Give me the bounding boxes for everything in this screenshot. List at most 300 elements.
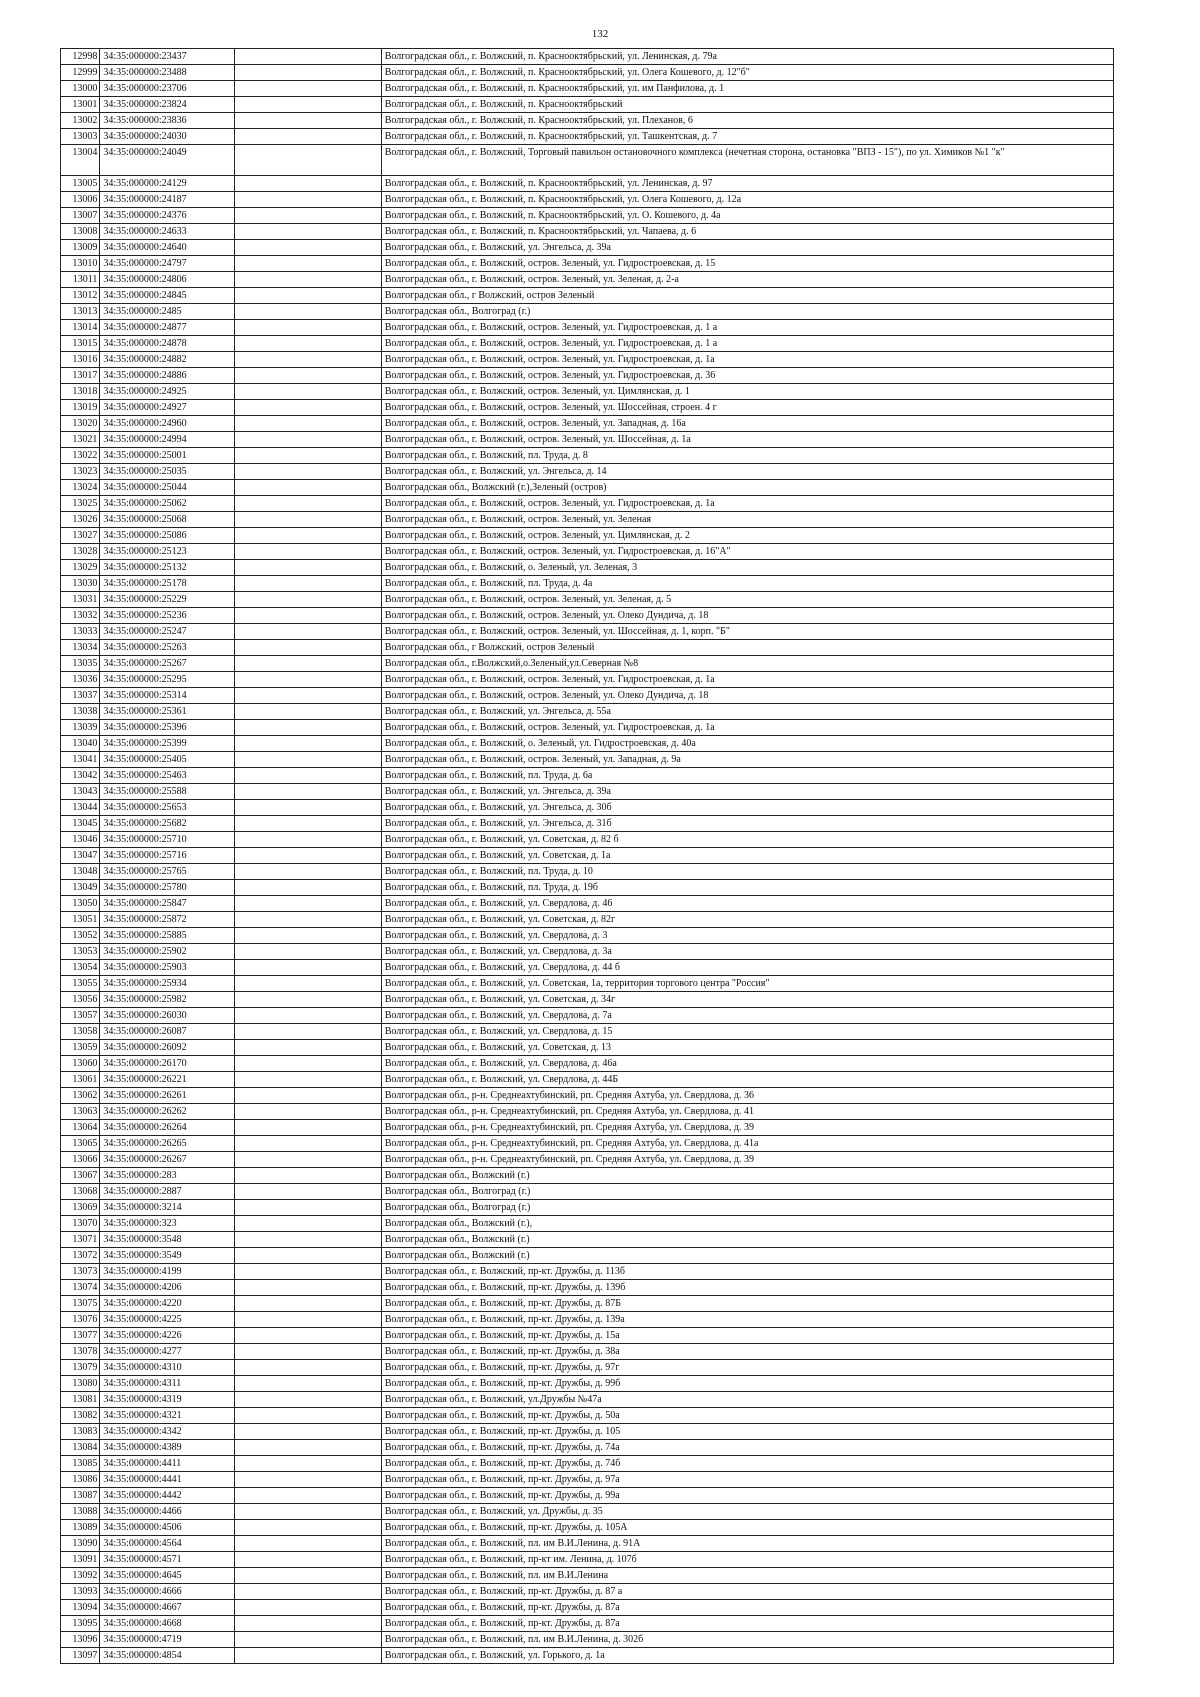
cadastral-number-cell: 34:35:000000:25123 <box>100 544 235 560</box>
table-row <box>61 320 1114 336</box>
cadastral-number-cell: 34:35:000000:24960 <box>100 416 235 432</box>
table-row <box>61 480 1114 496</box>
table-row <box>61 1264 1114 1280</box>
table-row <box>61 1600 1114 1616</box>
row-number-cell: 13003 <box>61 129 100 145</box>
empty-cell <box>235 368 381 384</box>
table-row <box>61 784 1114 800</box>
empty-cell <box>235 1584 381 1600</box>
empty-cell <box>235 129 381 145</box>
empty-cell <box>235 240 381 256</box>
empty-cell <box>235 1488 381 1504</box>
address-cell: Волгоградская обл., г. Волжский, остров. Зеленый, ул. Шоссейная, д. 1а <box>381 432 1113 448</box>
address-cell: Волгоградская обл., г. Волжский, пр-кт. Дружбы, д. 87 а <box>381 1584 1113 1600</box>
empty-cell <box>235 1008 381 1024</box>
table-row <box>61 960 1114 976</box>
table-row <box>61 304 1114 320</box>
empty-cell <box>235 928 381 944</box>
cadastral-number-cell: 34:35:000000:24376 <box>100 208 235 224</box>
empty-cell <box>235 208 381 224</box>
table-row <box>61 560 1114 576</box>
row-number-cell: 13048 <box>61 864 100 880</box>
cadastral-number-cell: 34:35:000000:4342 <box>100 1424 235 1440</box>
cadastral-number-cell: 34:35:000000:4506 <box>100 1520 235 1536</box>
cadastral-number-cell: 34:35:000000:25044 <box>100 480 235 496</box>
cadastral-number-cell: 34:35:000000:4389 <box>100 1440 235 1456</box>
cadastral-number-cell: 34:35:000000:25314 <box>100 688 235 704</box>
empty-cell <box>235 336 381 352</box>
table-row <box>61 272 1114 288</box>
row-number-cell: 13012 <box>61 288 100 304</box>
cadastral-number-cell: 34:35:000000:25396 <box>100 720 235 736</box>
cadastral-number-cell: 34:35:000000:3548 <box>100 1232 235 1248</box>
row-number-cell: 13016 <box>61 352 100 368</box>
empty-cell <box>235 192 381 208</box>
cadastral-number-cell: 34:35:000000:23836 <box>100 113 235 129</box>
row-number-cell: 12999 <box>61 65 100 81</box>
empty-cell <box>235 272 381 288</box>
empty-cell <box>235 896 381 912</box>
row-number-cell: 13043 <box>61 784 100 800</box>
row-number-cell: 13076 <box>61 1312 100 1328</box>
cadastral-number-cell: 34:35:000000:26265 <box>100 1136 235 1152</box>
address-cell: Волгоградская обл., р-н. Среднеахтубинский, рп. Средняя Ахтуба, ул. Свердлова, д. 39 <box>381 1152 1113 1168</box>
row-number-cell: 13037 <box>61 688 100 704</box>
empty-cell <box>235 464 381 480</box>
address-cell: Волгоградская обл., г. Волжский, ул. Свердлова, д. 44 б <box>381 960 1113 976</box>
row-number-cell: 13056 <box>61 992 100 1008</box>
cadastral-number-cell: 34:35:000000:24049 <box>100 145 235 176</box>
row-number-cell: 13009 <box>61 240 100 256</box>
cadastral-number-cell: 34:35:000000:25872 <box>100 912 235 928</box>
cadastral-number-cell: 34:35:000000:25710 <box>100 832 235 848</box>
cadastral-number-cell: 34:35:000000:24886 <box>100 368 235 384</box>
empty-cell <box>235 1536 381 1552</box>
empty-cell <box>235 576 381 592</box>
row-number-cell: 13054 <box>61 960 100 976</box>
row-number-cell: 13017 <box>61 368 100 384</box>
row-number-cell: 13022 <box>61 448 100 464</box>
table-row <box>61 1568 1114 1584</box>
row-number-cell: 13060 <box>61 1056 100 1072</box>
address-cell: Волгоградская обл., г. Волжский, п. Краснооктябрьский, ул. Олега Кошевого, д. 12а <box>381 192 1113 208</box>
table-row <box>61 1536 1114 1552</box>
address-cell: Волгоградская обл., г.Волжский,о.Зеленый,ул.Северная №8 <box>381 656 1113 672</box>
table-row <box>61 1216 1114 1232</box>
address-cell: Волгоградская обл., г. Волжский, пр-кт. Дружбы, д. 87а <box>381 1616 1113 1632</box>
address-cell: Волгоградская обл., р-н. Среднеахтубинский, рп. Средняя Ахтуба, ул. Свердлова, д. 41а <box>381 1136 1113 1152</box>
empty-cell <box>235 1056 381 1072</box>
empty-cell <box>235 65 381 81</box>
table-row <box>61 1280 1114 1296</box>
table-row <box>61 176 1114 192</box>
empty-cell <box>235 688 381 704</box>
empty-cell <box>235 592 381 608</box>
table-row <box>61 896 1114 912</box>
row-number-cell: 13024 <box>61 480 100 496</box>
empty-cell <box>235 480 381 496</box>
cadastral-number-cell: 34:35:000000:23706 <box>100 81 235 97</box>
empty-cell <box>235 1616 381 1632</box>
cadastral-number-cell: 34:35:000000:26092 <box>100 1040 235 1056</box>
address-cell: Волгоградская обл., г. Волжский, пр-кт. Дружбы, д. 74б <box>381 1456 1113 1472</box>
row-number-cell: 13020 <box>61 416 100 432</box>
table-row <box>61 65 1114 81</box>
address-cell: Волгоградская обл., г. Волжский, пр-кт. Дружбы, д. 139б <box>381 1280 1113 1296</box>
row-number-cell: 13075 <box>61 1296 100 1312</box>
cadastral-number-cell: 34:35:000000:24877 <box>100 320 235 336</box>
row-number-cell: 13055 <box>61 976 100 992</box>
cadastral-number-cell: 34:35:000000:25229 <box>100 592 235 608</box>
empty-cell <box>235 1424 381 1440</box>
address-cell: Волгоградская обл., г. Волжский, остров. Зеленый, ул. Зеленая <box>381 512 1113 528</box>
row-number-cell: 13008 <box>61 224 100 240</box>
cadastral-number-cell: 34:35:000000:25885 <box>100 928 235 944</box>
cadastral-number-cell: 34:35:000000:25295 <box>100 672 235 688</box>
address-cell: Волгоградская обл., р-н. Среднеахтубинский, рп. Средняя Ахтуба, ул. Свердлова, д. 41 <box>381 1104 1113 1120</box>
row-number-cell: 13065 <box>61 1136 100 1152</box>
table-row <box>61 752 1114 768</box>
cadastral-number-cell: 34:35:000000:25682 <box>100 816 235 832</box>
address-cell: Волгоградская обл., г. Волжский, пл. Труда, д. 4а <box>381 576 1113 592</box>
empty-cell <box>235 1264 381 1280</box>
table-row <box>61 1360 1114 1376</box>
address-cell: Волгоградская обл., Волжский (г.), <box>381 1216 1113 1232</box>
row-number-cell: 13063 <box>61 1104 100 1120</box>
empty-cell <box>235 1440 381 1456</box>
empty-cell <box>235 672 381 688</box>
table-row <box>61 224 1114 240</box>
cadastral-number-cell: 34:35:000000:2485 <box>100 304 235 320</box>
table-row <box>61 208 1114 224</box>
address-cell: Волгоградская обл., г. Волжский, о. Зеленый, ул. Гидростроевская, д. 40а <box>381 736 1113 752</box>
page-number: 132 <box>591 28 609 40</box>
empty-cell <box>235 97 381 113</box>
cadastral-number-cell: 34:35:000000:4321 <box>100 1408 235 1424</box>
empty-cell <box>235 528 381 544</box>
address-cell: Волгоградская обл., г. Волжский, ул. Свердлова, д. 15 <box>381 1024 1113 1040</box>
cadastral-number-cell: 34:35:000000:25132 <box>100 560 235 576</box>
table-row <box>61 464 1114 480</box>
cadastral-number-cell: 34:35:000000:24845 <box>100 288 235 304</box>
cadastral-number-cell: 34:35:000000:25780 <box>100 880 235 896</box>
cadastral-number-cell: 34:35:000000:4311 <box>100 1376 235 1392</box>
address-cell: Волгоградская обл., г. Волжский, пл. Труда, д. 8 <box>381 448 1113 464</box>
empty-cell <box>235 1216 381 1232</box>
empty-cell <box>235 224 381 240</box>
row-number-cell: 13074 <box>61 1280 100 1296</box>
row-number-cell: 13079 <box>61 1360 100 1376</box>
empty-cell <box>235 1152 381 1168</box>
empty-cell <box>235 656 381 672</box>
cadastral-number-cell: 34:35:000000:4667 <box>100 1600 235 1616</box>
cadastral-number-cell: 34:35:000000:26087 <box>100 1024 235 1040</box>
table-row <box>61 672 1114 688</box>
cadastral-number-cell: 34:35:000000:4319 <box>100 1392 235 1408</box>
table-row <box>61 1040 1114 1056</box>
empty-cell <box>235 912 381 928</box>
empty-cell <box>235 1136 381 1152</box>
address-cell: Волгоградская обл., г Волжский, остров Зеленый <box>381 640 1113 656</box>
address-cell: Волгоградская обл., г. Волжский, пр-кт. Дружбы, д. 97а <box>381 1472 1113 1488</box>
row-number-cell: 13072 <box>61 1248 100 1264</box>
cadastral-number-cell: 34:35:000000:25247 <box>100 624 235 640</box>
address-cell: Волгоградская обл., Волгоград (г.) <box>381 1200 1113 1216</box>
address-cell: Волгоградская обл., г. Волжский, остров. Зеленый, ул. Гидростроевская, д. 36 <box>381 368 1113 384</box>
cadastral-number-cell: 34:35:000000:25903 <box>100 960 235 976</box>
table-row <box>61 129 1114 145</box>
table-row <box>61 416 1114 432</box>
registry-rows <box>61 49 1114 1664</box>
address-cell: Волгоградская обл., г. Волжский, ул. Свердлова, д. 3 <box>381 928 1113 944</box>
table-row <box>61 1584 1114 1600</box>
address-cell: Волгоградская обл., г. Волжский, пр-кт. Дружбы, д. 97г <box>381 1360 1113 1376</box>
address-cell: Волгоградская обл., г. Волжский, п. Краснооктябрьский, ул. Чапаева, д. 6 <box>381 224 1113 240</box>
empty-cell <box>235 1632 381 1648</box>
empty-cell <box>235 49 381 65</box>
address-cell: Волгоградская обл., г. Волжский, пр-кт им. Ленина, д. 107б <box>381 1552 1113 1568</box>
empty-cell <box>235 1472 381 1488</box>
address-cell: Волгоградская обл., г. Волжский, ул. Советская, д. 82 б <box>381 832 1113 848</box>
row-number-cell: 13025 <box>61 496 100 512</box>
address-cell: Волгоградская обл., г. Волжский, остров. Зеленый, ул. Цимлянская, д. 1 <box>381 384 1113 400</box>
empty-cell <box>235 1168 381 1184</box>
address-cell: Волгоградская обл., г. Волжский, остров. Зеленый, ул. Гидростроевская, д. 16"А" <box>381 544 1113 560</box>
row-number-cell: 13082 <box>61 1408 100 1424</box>
table-row <box>61 192 1114 208</box>
row-number-cell: 12998 <box>61 49 100 65</box>
cadastral-number-cell: 34:35:000000:25399 <box>100 736 235 752</box>
cadastral-number-cell: 34:35:000000:3549 <box>100 1248 235 1264</box>
address-cell: Волгоградская обл., г. Волжский, ул. Энгельса, д. 31б <box>381 816 1113 832</box>
row-number-cell: 13096 <box>61 1632 100 1648</box>
row-number-cell: 13050 <box>61 896 100 912</box>
empty-cell <box>235 1568 381 1584</box>
row-number-cell: 13092 <box>61 1568 100 1584</box>
empty-cell <box>235 448 381 464</box>
row-number-cell: 13069 <box>61 1200 100 1216</box>
cadastral-number-cell: 34:35:000000:4411 <box>100 1456 235 1472</box>
empty-cell <box>235 352 381 368</box>
row-number-cell: 13028 <box>61 544 100 560</box>
row-number-cell: 13059 <box>61 1040 100 1056</box>
table-row <box>61 880 1114 896</box>
address-cell: Волгоградская обл., г. Волжский, пр-кт. Дружбы, д. 74а <box>381 1440 1113 1456</box>
table-row <box>61 848 1114 864</box>
cadastral-number-cell: 34:35:000000:3214 <box>100 1200 235 1216</box>
address-cell: Волгоградская обл., г. Волжский, ул. Советская, д. 13 <box>381 1040 1113 1056</box>
cadastral-number-cell: 34:35:000000:24187 <box>100 192 235 208</box>
empty-cell <box>235 864 381 880</box>
row-number-cell: 13093 <box>61 1584 100 1600</box>
row-number-cell: 13053 <box>61 944 100 960</box>
address-cell: Волгоградская обл., г. Волжский, ул.Дружбы №47а <box>381 1392 1113 1408</box>
table-row <box>61 992 1114 1008</box>
row-number-cell: 13085 <box>61 1456 100 1472</box>
registry-table <box>60 48 1114 1664</box>
table-row <box>61 688 1114 704</box>
table-row <box>61 1152 1114 1168</box>
empty-cell <box>235 1072 381 1088</box>
cadastral-number-cell: 34:35:000000:23488 <box>100 65 235 81</box>
row-number-cell: 13006 <box>61 192 100 208</box>
cadastral-number-cell: 34:35:000000:4645 <box>100 1568 235 1584</box>
address-cell: Волгоградская обл., г. Волжский, остров. Зеленый, ул. Зеленая, д. 5 <box>381 592 1113 608</box>
cadastral-number-cell: 34:35:000000:25267 <box>100 656 235 672</box>
row-number-cell: 13046 <box>61 832 100 848</box>
table-row <box>61 1024 1114 1040</box>
table-row <box>61 1648 1114 1664</box>
cadastral-number-cell: 34:35:000000:25263 <box>100 640 235 656</box>
table-row <box>61 1488 1114 1504</box>
cadastral-number-cell: 34:35:000000:25236 <box>100 608 235 624</box>
cadastral-number-cell: 34:35:000000:25405 <box>100 752 235 768</box>
cadastral-number-cell: 34:35:000000:24882 <box>100 352 235 368</box>
row-number-cell: 13035 <box>61 656 100 672</box>
address-cell: Волгоградская обл., г. Волжский, ул. Свердлова, д. 46а <box>381 1056 1113 1072</box>
row-number-cell: 13032 <box>61 608 100 624</box>
row-number-cell: 13007 <box>61 208 100 224</box>
empty-cell <box>235 113 381 129</box>
table-row <box>61 1440 1114 1456</box>
empty-cell <box>235 320 381 336</box>
address-cell: Волгоградская обл., г. Волжский, ул. Советская, д. 82г <box>381 912 1113 928</box>
address-cell: Волгоградская обл., г. Волжский, ул. Энгельса, д. 30б <box>381 800 1113 816</box>
address-cell: Волгоградская обл., г. Волжский, остров. Зеленый, ул. Гидростроевская, д. 15 <box>381 256 1113 272</box>
cadastral-number-cell: 34:35:000000:26267 <box>100 1152 235 1168</box>
cadastral-number-cell: 34:35:000000:4206 <box>100 1280 235 1296</box>
address-cell: Волгоградская обл., г. Волжский, пл. им В.И.Ленина, д. 302б <box>381 1632 1113 1648</box>
address-cell: Волгоградская обл., г. Волжский, остров. Зеленый, ул. Западная, д. 9а <box>381 752 1113 768</box>
empty-cell <box>235 1504 381 1520</box>
table-row <box>61 768 1114 784</box>
table-row <box>61 1520 1114 1536</box>
cadastral-number-cell: 34:35:000000:25653 <box>100 800 235 816</box>
row-number-cell: 13023 <box>61 464 100 480</box>
row-number-cell: 13021 <box>61 432 100 448</box>
cadastral-number-cell: 34:35:000000:23824 <box>100 97 235 113</box>
table-row <box>61 864 1114 880</box>
table-row <box>61 576 1114 592</box>
row-number-cell: 13062 <box>61 1088 100 1104</box>
cadastral-number-cell: 34:35:000000:323 <box>100 1216 235 1232</box>
address-cell: Волгоградская обл., г. Волжский, остров. Зеленый, ул. Гидростроевская, д. 1а <box>381 352 1113 368</box>
address-cell: Волгоградская обл., г. Волжский, остров. Зеленый, ул. Гидростроевская, д. 1 а <box>381 336 1113 352</box>
address-cell: Волгоградская обл., Волжский (г.) <box>381 1232 1113 1248</box>
row-number-cell: 13026 <box>61 512 100 528</box>
address-cell: Волгоградская обл., Волгоград (г.) <box>381 1184 1113 1200</box>
empty-cell <box>235 768 381 784</box>
address-cell: Волгоградская обл., г. Волжский, п. Краснооктябрьский, ул. Ленинская, д. 97 <box>381 176 1113 192</box>
table-row <box>61 976 1114 992</box>
address-cell: Волгоградская обл., г. Волжский, ул. Свердлова, д. 46 <box>381 896 1113 912</box>
empty-cell <box>235 640 381 656</box>
empty-cell <box>235 704 381 720</box>
table-row <box>61 800 1114 816</box>
empty-cell <box>235 1552 381 1568</box>
row-number-cell: 13031 <box>61 592 100 608</box>
address-cell: Волгоградская обл., г. Волжский, ул. Советская, д. 34г <box>381 992 1113 1008</box>
table-row <box>61 1136 1114 1152</box>
row-number-cell: 13030 <box>61 576 100 592</box>
address-cell: Волгоградская обл., г. Волжский, ул. Советская, д. 1а <box>381 848 1113 864</box>
address-cell: Волгоградская обл., г. Волжский, остров. Зеленый, ул. Зеленая, д. 2-а <box>381 272 1113 288</box>
row-number-cell: 13064 <box>61 1120 100 1136</box>
cadastral-number-cell: 34:35:000000:24925 <box>100 384 235 400</box>
table-row <box>61 1200 1114 1216</box>
row-number-cell: 13013 <box>61 304 100 320</box>
row-number-cell: 13047 <box>61 848 100 864</box>
row-number-cell: 13052 <box>61 928 100 944</box>
empty-cell <box>235 81 381 97</box>
table-row <box>61 624 1114 640</box>
cadastral-number-cell: 34:35:000000:25716 <box>100 848 235 864</box>
cadastral-number-cell: 34:35:000000:25902 <box>100 944 235 960</box>
table-row <box>61 1296 1114 1312</box>
address-cell: Волгоградская обл., г. Волжский, п. Краснооктябрьский, ул. Плеханов, 6 <box>381 113 1113 129</box>
table-row <box>61 368 1114 384</box>
cadastral-number-cell: 34:35:000000:25001 <box>100 448 235 464</box>
address-cell: Волгоградская обл., г. Волжский, пр-кт. Дружбы, д. 38а <box>381 1344 1113 1360</box>
address-cell: Волгоградская обл., г. Волжский, остров. Зеленый, ул. Шоссейная, строен. 4 г <box>381 400 1113 416</box>
table-row <box>61 1104 1114 1120</box>
table-row <box>61 384 1114 400</box>
cadastral-number-cell: 34:35:000000:25035 <box>100 464 235 480</box>
cadastral-number-cell: 34:35:000000:24927 <box>100 400 235 416</box>
cadastral-number-cell: 34:35:000000:24797 <box>100 256 235 272</box>
row-number-cell: 13057 <box>61 1008 100 1024</box>
address-cell: Волгоградская обл., г. Волжский, пл. Труда, д. 6а <box>381 768 1113 784</box>
table-row <box>61 113 1114 129</box>
address-cell: Волгоградская обл., г. Волжский, пл. им В.И.Ленина <box>381 1568 1113 1584</box>
table-row <box>61 656 1114 672</box>
address-cell: Волгоградская обл., Волгоград (г.) <box>381 304 1113 320</box>
row-number-cell: 13089 <box>61 1520 100 1536</box>
row-number-cell: 13051 <box>61 912 100 928</box>
empty-cell <box>235 496 381 512</box>
table-row <box>61 448 1114 464</box>
empty-cell <box>235 1120 381 1136</box>
empty-cell <box>235 752 381 768</box>
address-cell: Волгоградская обл., г. Волжский, остров. Зеленый, ул. Цимлянская, д. 2 <box>381 528 1113 544</box>
address-cell: Волгоградская обл., р-н. Среднеахтубинский, рп. Средняя Ахтуба, ул. Свердлова, д. 36 <box>381 1088 1113 1104</box>
table-row <box>61 496 1114 512</box>
address-cell: Волгоградская обл., г. Волжский, о. Зеленый, ул. Зеленая, 3 <box>381 560 1113 576</box>
table-row <box>61 1248 1114 1264</box>
empty-cell <box>235 176 381 192</box>
address-cell: Волгоградская обл., р-н. Среднеахтубинский, рп. Средняя Ахтуба, ул. Свердлова, д. 39 <box>381 1120 1113 1136</box>
address-cell: Волгоградская обл., г. Волжский, ул. Свердлова, д. 3а <box>381 944 1113 960</box>
table-row <box>61 288 1114 304</box>
table-row <box>61 928 1114 944</box>
empty-cell <box>235 1312 381 1328</box>
row-number-cell: 13083 <box>61 1424 100 1440</box>
address-cell: Волгоградская обл., г. Волжский, пр-кт. Дружбы, д. 105 <box>381 1424 1113 1440</box>
table-row <box>61 1120 1114 1136</box>
row-number-cell: 13068 <box>61 1184 100 1200</box>
cadastral-number-cell: 34:35:000000:24806 <box>100 272 235 288</box>
address-cell: Волгоградская обл., г. Волжский, п. Краснооктябрьский, ул. Ташкентская, д. 7 <box>381 129 1113 145</box>
table-row <box>61 1344 1114 1360</box>
row-number-cell: 13087 <box>61 1488 100 1504</box>
table-row <box>61 1184 1114 1200</box>
table-row <box>61 1008 1114 1024</box>
empty-cell <box>235 880 381 896</box>
row-number-cell: 13077 <box>61 1328 100 1344</box>
table-row <box>61 256 1114 272</box>
empty-cell <box>235 720 381 736</box>
cadastral-number-cell: 34:35:000000:4668 <box>100 1616 235 1632</box>
